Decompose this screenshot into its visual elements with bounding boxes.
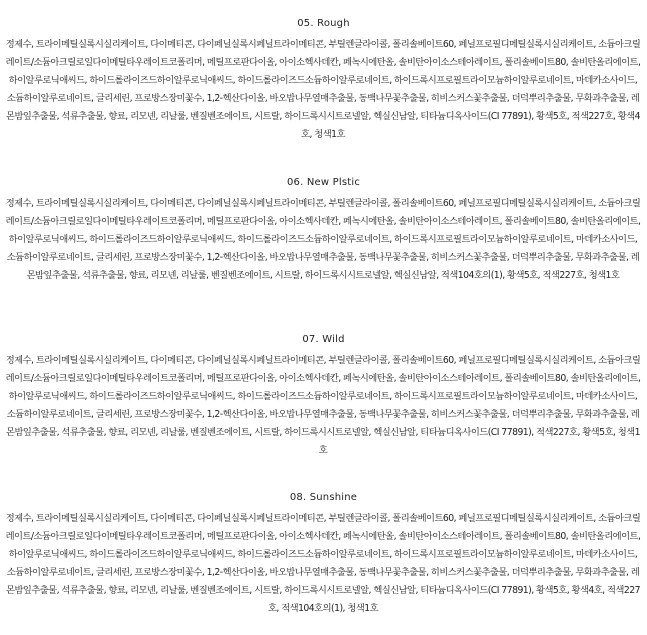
shade-title: 06. New Plstic (286, 177, 361, 188)
shade-section-rough (0, 18, 647, 145)
shade-title: 07. Wild (302, 334, 345, 345)
shade-title: 05. Rough (297, 18, 350, 29)
shade-section-new-plastic (0, 177, 647, 285)
shade-title: 08. Sunshine (289, 492, 358, 503)
shade-section-sunshine (0, 492, 647, 619)
shade-section-wild (0, 334, 647, 461)
ingredient-list: 정제수, 트라이메틸실록시실리케이트, 다이메티콘, 다이페닐실록시페닐트라이메티콘, 부틸렌글라이콜, 폴리솔베이트60, 페닐프로필디메틸실록시실리케이트, 소듐아크릴레이트/소듐아크릴로일다이메틸타우레이트코폴리머, 메틸프로판다이올, 아이소헥사데칸, 페녹시에탄올, 솔비탄아이소스테아레이트, 폴리솔베이트80, 솔비탄올리에이트, 하이알루로닉애씨드, 하이드롤라이즈드하이알루로닉애씨드, 하이드롤라이즈드소듐하이알루로네이트, 하이드록시프로필트라이모늄하이알루로네이트, 마데카소사이드, 소듐하이알루로네이트, 글리세린, 프로방스장미꽃수, 1,2-헥산다이올, 바오밥나무열매추출물, 동백나무꽃추출물, 히비스커스꽃추출물, 더덕뿌리추출물, 무화과추출물, 레몬밤잎추출물, 석류추출물, 향료, 리모넨, 리날룰, 벤질벤조에이트, 시트랄, 하이드록시시트로넬알, 헥실신남알, 티타늄디옥사이드(CI 77891), 황색5호, 적색227호, 황색4호, 청색1호 (5, 39, 641, 141)
ingredient-list: 정제수, 트라이메틸실록시실리케이트, 다이메티콘, 다이페닐실록시페닐트라이메티콘, 부틸렌글라이콜, 폴리솔베이트60, 페닐프로필디메틸실록시실리케이트, 소듐아크릴레이트/소듐아크릴로일다이메틸타우레이트코폴리머, 메틸프로판다이올, 아이소헥사데칸, 페녹시에탄올, 솔비탄아이소스테아레이트, 폴리솔베이트80, 솔비탄올리에이트, 하이알루로닉애씨드, 하이드롤라이즈드하이알루로닉애씨드, 하이드롤라이즈드소듐하이알루로네이트, 하이드록시프로필트라이모늄하이알루로네이트, 마데카소사이드, 소듐하이알루로네이트, 글리세린, 프로방스장미꽃수, 1,2-헥산다이올, 바오밥나무열매추출물, 동백나무꽃추출물, 히비스커스꽃추출물, 더덕뿌리추출물, 무화과추출물, 레몬밤잎추출물, 석류추출물, 향료, 리모넨, 리날룰, 벤질벤조에이트, 시트랄, 하이드록시시트로넬알, 헥실신남알, 적색104호의(1), 황색5호, 적색227호, 청색1호 (5, 198, 641, 282)
ingredient-list: 정제수, 트라이메틸실록시실리케이트, 다이메티콘, 다이페닐실록시페닐트라이메티콘, 부틸렌글라이콜, 폴리솔베이트60, 페닐프로필디메틸실록시실리케이트, 소듐아크릴레이트/소듐아크릴로일다이메틸타우레이트코폴리머, 메틸프로판다이올, 아이소헥사데칸, 페녹시에탄올, 솔비탄아이소스테아레이트, 폴리솔베이트80, 솔비탄올리에이트, 하이알루로닉애씨드, 하이드롤라이즈드하이알루로닉애씨드, 하이드롤라이즈드소듐하이알루로네이트, 하이드록시프로필트라이모늄하이알루로네이트, 마데카소사이드, 소듐하이알루로네이트, 글리세린, 프로방스장미꽃수, 1,2-헥산다이올, 바오밥나무열매추출물, 동백나무꽃추출물, 히비스커스꽃추출물, 더덕뿌리추출물, 무화과추출물, 레몬밤잎추출물, 석류추출물, 향료, 리모넨, 리날룰, 벤질벤조에이트, 시트랄, 하이드록시시트로넬알, 헥실신남알, 티타늄디옥사이드(CI 77891), 황색5호, 황색4호, 적색227호, 적색104호의(1), 청색1호 (5, 513, 641, 615)
ingredient-list: 정제수, 트라이메틸실록시실리케이트, 다이메티콘, 다이페닐실록시페닐트라이메티콘, 부틸렌글라이콜, 폴리솔베이트60, 페닐프로필디메틸실록시실리케이트, 소듐아크릴레이트/소듐아크릴로일다이메틸타우레이트코폴리머, 메틸프로판다이올, 아이소헥사데칸, 페녹시에탄올, 솔비탄아이소스테아레이트, 폴리솔베이트80, 솔비탄올리에이트, 하이알루로닉애씨드, 하이드롤라이즈드하이알루로닉애씨드, 하이드롤라이즈드소듐하이알루로네이트, 하이드록시프로필트라이모늄하이알루로네이트, 마데카소사이드, 소듐하이알루로네이트, 글리세린, 프로방스장미꽃수, 1,2-헥산다이올, 바오밥나무열매추출물, 동백나무꽃추출물, 히비스커스꽃추출물, 더덕뿌리추출물, 무화과추출물, 레몬밤잎추출물, 석류추출물, 향료, 리모넨, 리날룰, 벤질벤조에이트, 시트랄, 하이드록시시트로넬알, 헥실신남알, 티타늄디옥사이드(CI 77891), 적색227호, 황색5호, 청색1호 (5, 355, 641, 457)
